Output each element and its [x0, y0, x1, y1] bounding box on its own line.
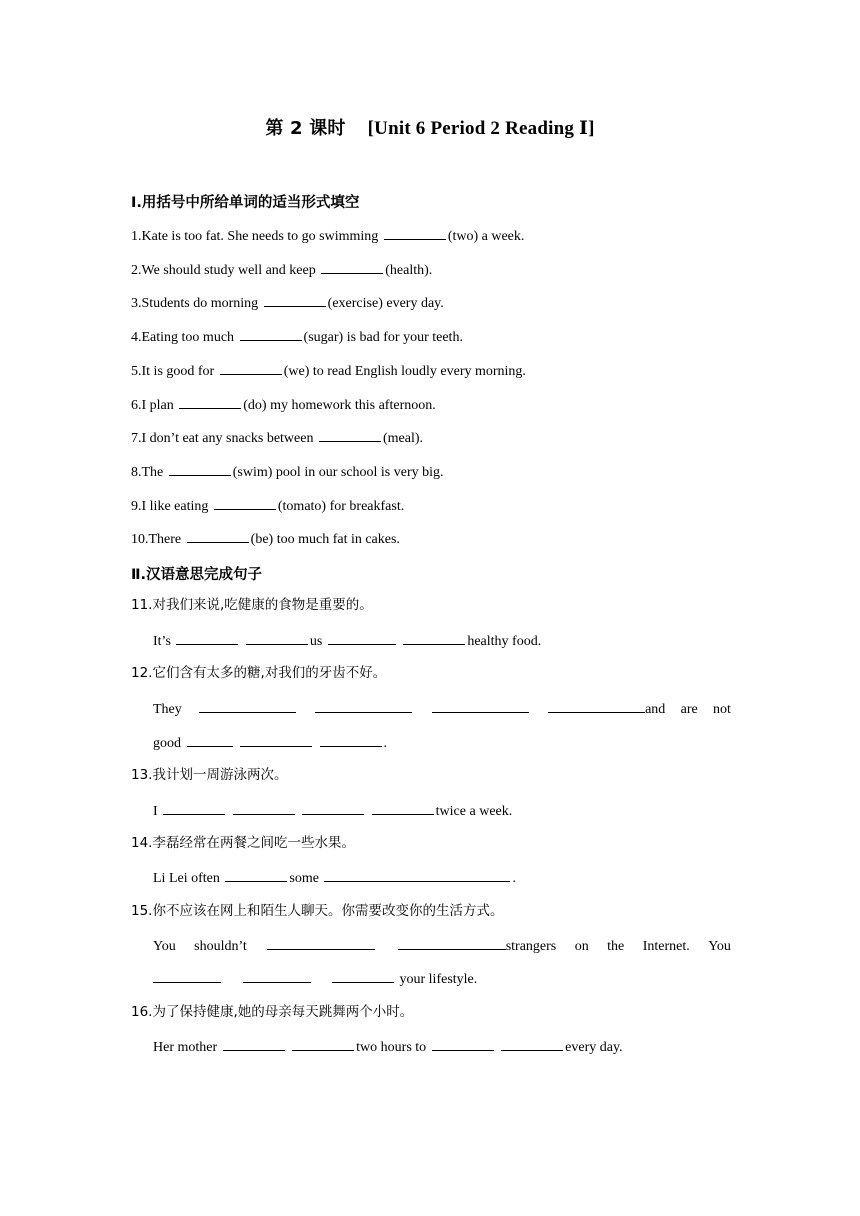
blank[interactable]	[169, 463, 231, 476]
question-11-english: It’s us healthy food.	[153, 634, 542, 649]
blank[interactable]	[319, 429, 381, 442]
exercise-1: 1.Kate is too fat. She needs to go swimming (two) a week.	[131, 229, 525, 244]
exercise-10: 10.There (be) too much fat in cakes.	[131, 532, 400, 547]
blank[interactable]	[187, 734, 233, 747]
question-12-chinese: 12.它们含有太多的糖,对我们的牙齿不好。	[131, 665, 387, 681]
blank[interactable]	[398, 937, 506, 950]
blank[interactable]	[233, 802, 295, 815]
exercise-6: 6.I plan (do) my homework this afternoon.	[131, 398, 436, 413]
blank[interactable]	[372, 802, 434, 815]
blank[interactable]	[179, 396, 241, 409]
question-12-english-line1: They and are not	[153, 702, 731, 717]
exercise-3: 3.Students do morning (exercise) every day.	[131, 296, 444, 311]
blank[interactable]	[302, 802, 364, 815]
section-2-heading: Ⅱ.汉语意思完成句子	[131, 567, 263, 583]
blank[interactable]	[240, 734, 312, 747]
blank[interactable]	[328, 632, 396, 645]
exercise-7: 7.I don’t eat any snacks between (meal).	[131, 431, 423, 446]
question-11-chinese: 11.对我们来说,吃健康的食物是重要的。	[131, 597, 373, 613]
blank[interactable]	[324, 869, 510, 882]
blank[interactable]	[315, 700, 412, 713]
question-14-english: Li Lei often some .	[153, 871, 516, 886]
question-15-chinese: 15.你不应该在网上和陌生人聊天。你需要改变你的生活方式。	[131, 903, 504, 919]
blank[interactable]	[187, 530, 249, 543]
exercise-5: 5.It is good for (we) to read English loudly every morning.	[131, 364, 526, 379]
blank[interactable]	[403, 632, 465, 645]
question-13-chinese: 13.我计划一周游泳两次。	[131, 767, 288, 783]
exercise-9: 9.I like eating (tomato) for breakfast.	[131, 499, 405, 514]
blank[interactable]	[163, 802, 225, 815]
question-16-english: Her mother two hours to every day.	[153, 1040, 623, 1055]
question-15-english-line2: your lifestyle.	[153, 970, 477, 988]
lesson-number: 第 2 课时	[265, 118, 346, 139]
exercise-4: 4.Eating too much (sugar) is bad for your teeth.	[131, 330, 463, 345]
blank[interactable]	[501, 1038, 563, 1051]
blank[interactable]	[176, 632, 238, 645]
blank[interactable]	[246, 632, 308, 645]
question-14-chinese: 14.李磊经常在两餐之间吃一些水果。	[131, 835, 355, 851]
blank[interactable]	[225, 869, 287, 882]
blank[interactable]	[220, 362, 282, 375]
blank[interactable]	[332, 970, 394, 983]
blank[interactable]	[384, 227, 446, 240]
exercise-2: 2.We should study well and keep (health).	[131, 263, 433, 278]
blank[interactable]	[199, 700, 296, 713]
blank[interactable]	[153, 970, 221, 983]
blank[interactable]	[432, 1038, 494, 1051]
blank[interactable]	[292, 1038, 354, 1051]
blank[interactable]	[267, 937, 375, 950]
blank[interactable]	[321, 261, 383, 274]
blank[interactable]	[432, 700, 529, 713]
blank[interactable]	[264, 294, 326, 307]
question-12-english-line2: good .	[153, 736, 387, 751]
question-15-english-line1: You shouldn’t strangers on the Internet. You	[153, 939, 731, 954]
blank[interactable]	[243, 970, 311, 983]
blank[interactable]	[214, 497, 276, 510]
unit-title: [Unit 6 Period 2 Reading Ⅰ]	[367, 118, 595, 139]
question-16-chinese: 16.为了保持健康,她的母亲每天跳舞两个小时。	[131, 1004, 414, 1020]
blank[interactable]	[240, 328, 302, 341]
page-title	[0, 114, 860, 140]
blank[interactable]	[223, 1038, 285, 1051]
section-1-heading: Ⅰ.用括号中所给单词的适当形式填空	[131, 195, 360, 211]
blank[interactable]	[548, 700, 645, 713]
blank[interactable]	[320, 734, 382, 747]
exercise-8: 8.The (swim) pool in our school is very big.	[131, 465, 444, 480]
question-13-english: I twice a week.	[153, 804, 513, 819]
